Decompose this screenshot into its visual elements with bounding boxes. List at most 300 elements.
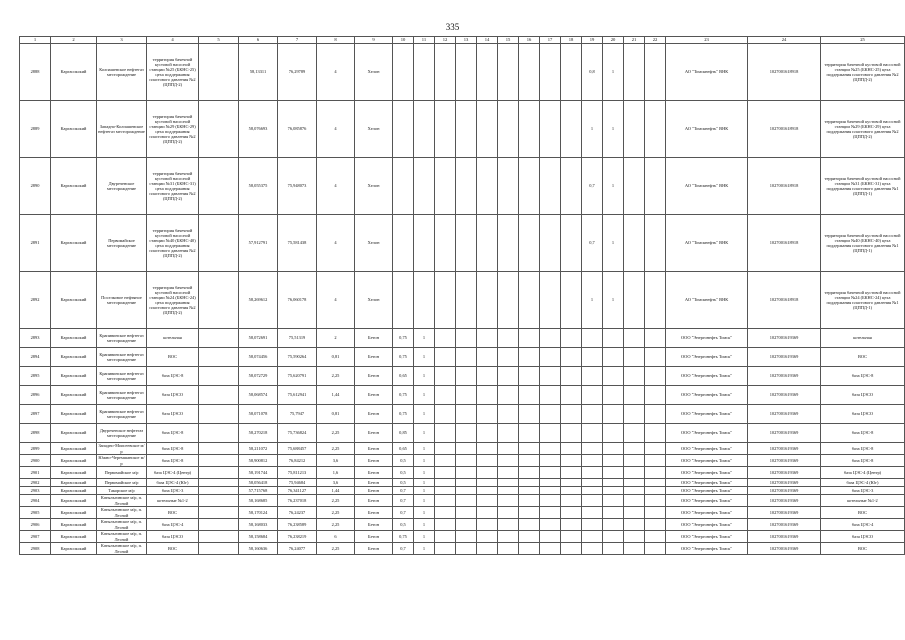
table-cell: 58,076693 — [239, 101, 278, 158]
table-cell — [540, 272, 561, 329]
table-cell: 0,75 — [393, 405, 414, 424]
table-cell — [477, 507, 498, 519]
table-cell — [498, 272, 519, 329]
table-cell: база ЦЭС-4 — [821, 519, 905, 531]
table-cell: 0,81 — [317, 348, 355, 367]
table-cell: ООО "Энергонефть Томск" — [666, 329, 748, 348]
table-row — [20, 44, 905, 101]
table-cell — [540, 487, 561, 495]
table-cell — [519, 519, 540, 531]
table-cell: 1 — [414, 386, 435, 405]
table-cell — [435, 44, 456, 101]
table-cell: Катыльгинское м/р, п. Лесной — [97, 507, 147, 519]
table-cell: 1027001619369 — [748, 495, 821, 507]
table-cell: ООО "Энергонефть Томск" — [666, 405, 748, 424]
table-cell — [199, 487, 239, 495]
table-cell: 1 — [414, 467, 435, 479]
table-cell — [519, 44, 540, 101]
table-cell: Каргасокский — [51, 531, 97, 543]
table-cell — [645, 543, 666, 555]
table-cell — [498, 455, 519, 467]
table-cell — [561, 507, 582, 519]
table-cell — [540, 455, 561, 467]
table-cell: ООО "Энергонефть Томск" — [666, 443, 748, 455]
table-cell: 1027001619369 — [748, 424, 821, 443]
table-cell — [582, 367, 603, 386]
table-cell: 58,168685 — [239, 495, 278, 507]
table-cell — [624, 367, 645, 386]
table-cell: 1027001619369 — [748, 329, 821, 348]
table-cell: Бетон — [355, 479, 393, 487]
table-cell: 4 — [317, 272, 355, 329]
table-cell — [624, 101, 645, 158]
table-row — [20, 405, 905, 424]
table-cell: территория бачечной кустовой насосной станции №25 (БКНС-25) цеха поддержания пластового давления №2 (ЦППД-2) — [821, 44, 905, 101]
table-cell: Крапивинское нефтегаз месторождение — [97, 329, 147, 348]
table-cell — [624, 329, 645, 348]
table-cell — [540, 329, 561, 348]
table-cell: база ЦЭСО — [821, 386, 905, 405]
table-cell — [435, 543, 456, 555]
table-cell: 2903 — [20, 487, 51, 495]
table-cell: 1 — [414, 455, 435, 467]
table-cell: территория бачечной кустовой насосной станции №40 (БКНС-40) цеха поддержания пластового давления №2 (ЦППД-2) — [147, 215, 199, 272]
table-cell — [519, 158, 540, 215]
table-cell — [645, 215, 666, 272]
table-cell — [199, 329, 239, 348]
table-cell: 75,612941 — [278, 386, 317, 405]
table-row — [20, 455, 905, 467]
table-row — [20, 507, 905, 519]
table-cell — [603, 348, 624, 367]
table-cell: 1027001619369 — [748, 455, 821, 467]
table-cell — [456, 487, 477, 495]
table-cell — [199, 367, 239, 386]
table-cell — [603, 329, 624, 348]
table-cell: 0,75 — [393, 386, 414, 405]
table-cell — [624, 455, 645, 467]
table-cell: 75,51319 — [278, 329, 317, 348]
table-cell: 1027001619369 — [748, 367, 821, 386]
table-cell: Двуреченское нефтегаз месторождение — [97, 424, 147, 443]
table-cell — [519, 455, 540, 467]
table-cell: 2908 — [20, 543, 51, 555]
column-number-cell: 25 — [821, 37, 905, 44]
table-cell: Бетон — [355, 507, 393, 519]
table-cell: база ЦЭС-4 — [147, 519, 199, 531]
table-cell — [645, 367, 666, 386]
table-cell — [477, 348, 498, 367]
table-cell: 1 — [603, 272, 624, 329]
table-cell — [519, 487, 540, 495]
table-cell: 58,13311 — [239, 44, 278, 101]
table-row — [20, 543, 905, 555]
table-cell: Бетон — [355, 467, 393, 479]
table-cell: 1 — [414, 479, 435, 487]
table-cell: база ЦЭС-8 — [147, 443, 199, 455]
table-cell: 1 — [414, 543, 435, 555]
table-cell — [435, 215, 456, 272]
table-row — [20, 443, 905, 455]
table-cell: ООО "Энергонефть Томск" — [666, 519, 748, 531]
table-cell: база ЦЭС-8 — [147, 455, 199, 467]
table-cell: 58,168033 — [239, 519, 278, 531]
table-cell — [582, 424, 603, 443]
table-cell — [603, 531, 624, 543]
table-cell — [456, 44, 477, 101]
table-cell — [519, 405, 540, 424]
table-cell: территория бачечной кустовой насосной станции №24 (БКНС-24) цеха поддержания пластового давления №2 (ЦППД-2) — [147, 272, 199, 329]
table-cell — [498, 487, 519, 495]
table-cell — [645, 531, 666, 543]
table-cell — [603, 443, 624, 455]
table-cell — [624, 443, 645, 455]
table-cell: 1 — [414, 507, 435, 519]
table-cell — [456, 329, 477, 348]
table-cell — [540, 348, 561, 367]
table-cell — [645, 405, 666, 424]
table-cell: база ЦЭСО — [147, 531, 199, 543]
table-cell: Каргасокский — [51, 507, 97, 519]
table-cell: 1 — [414, 443, 435, 455]
table-cell — [498, 531, 519, 543]
table-cell: 3,6 — [317, 455, 355, 467]
table-cell — [477, 386, 498, 405]
table-cell — [435, 479, 456, 487]
table-cell — [498, 507, 519, 519]
table-cell: 1027001619369 — [748, 543, 821, 555]
table-cell — [456, 455, 477, 467]
table-cell — [645, 348, 666, 367]
table-cell: ВОС — [147, 543, 199, 555]
table-cell: 2905 — [20, 507, 51, 519]
table-cell — [561, 424, 582, 443]
table-cell: ООО "Энергонефть Томск" — [666, 507, 748, 519]
table-cell: 2893 — [20, 329, 51, 348]
table-cell — [624, 531, 645, 543]
table-cell: Каргасокский — [51, 487, 97, 495]
table-cell — [456, 467, 477, 479]
table-cell — [540, 519, 561, 531]
table-cell: Каргасокский — [51, 101, 97, 158]
table-cell — [624, 424, 645, 443]
table-cell: Крапивинское нефтегаз месторождение — [97, 348, 147, 367]
table-cell: 1 — [582, 272, 603, 329]
table-cell: 75,811213 — [278, 467, 317, 479]
table-cell: 0,8 — [582, 44, 603, 101]
table-cell — [477, 543, 498, 555]
table-cell — [561, 44, 582, 101]
table-cell: 1027001619369 — [748, 531, 821, 543]
table-cell: Каргасокский — [51, 44, 97, 101]
table-cell — [199, 455, 239, 467]
register-table — [19, 36, 905, 555]
table-cell: территория бачечной кустовой насосной станции №31 (БКНС-31) цеха поддержания пластового давления №1 (ЦППД-1) — [821, 158, 905, 215]
table-cell: 58,191744 — [239, 467, 278, 479]
table-cell: Каргасокский — [51, 479, 97, 487]
table-cell — [435, 519, 456, 531]
table-cell: Каргасокский — [51, 367, 97, 386]
table-cell — [603, 424, 624, 443]
table-cell: 1027001618918 — [748, 158, 821, 215]
table-cell — [498, 443, 519, 455]
table-cell — [540, 495, 561, 507]
table-cell — [645, 487, 666, 495]
table-cell: Хелон — [355, 101, 393, 158]
column-number-cell: 20 — [603, 37, 624, 44]
table-cell — [477, 424, 498, 443]
table-cell: 1027001619369 — [748, 507, 821, 519]
table-cell — [645, 519, 666, 531]
table-cell: ООО "Энергонефть Томск" — [666, 543, 748, 555]
table-cell: Каргасокский — [51, 495, 97, 507]
table-cell — [199, 443, 239, 455]
table-cell — [199, 158, 239, 215]
table-cell: 1027001619369 — [748, 348, 821, 367]
table-cell — [540, 405, 561, 424]
table-cell — [561, 329, 582, 348]
table-cell — [519, 543, 540, 555]
table-cell — [456, 479, 477, 487]
table-cell — [582, 467, 603, 479]
table-cell: 76,238589 — [278, 519, 317, 531]
table-cell: Хелон — [355, 44, 393, 101]
table-cell: котельная — [821, 329, 905, 348]
table-cell: 1027001619369 — [748, 467, 821, 479]
table-cell: Поселковое нефтяное месторождение — [97, 272, 147, 329]
table-row — [20, 495, 905, 507]
table-cell — [582, 329, 603, 348]
table-cell — [582, 519, 603, 531]
table-cell: 2894 — [20, 348, 51, 367]
table-cell — [582, 455, 603, 467]
table-cell: Катыльгинское м/р, п. Лесной — [97, 495, 147, 507]
table-cell — [624, 543, 645, 555]
table-cell: 0,7 — [582, 215, 603, 272]
column-number-cell: 11 — [414, 37, 435, 44]
table-cell — [519, 507, 540, 519]
column-number-cell: 6 — [239, 37, 278, 44]
table-cell — [199, 507, 239, 519]
table-cell — [561, 455, 582, 467]
table-cell: 1027001618918 — [748, 272, 821, 329]
table-cell: Бетон — [355, 329, 393, 348]
table-cell: 4 — [317, 101, 355, 158]
table-cell — [199, 215, 239, 272]
column-number-cell: 17 — [540, 37, 561, 44]
table-cell: Катыльгинское м/р, п. Лесной — [97, 531, 147, 543]
table-cell — [456, 405, 477, 424]
table-cell — [582, 386, 603, 405]
table-cell: Первомайское м/р — [97, 467, 147, 479]
column-number-cell: 8 — [317, 37, 355, 44]
table-cell — [519, 467, 540, 479]
table-cell — [498, 158, 519, 215]
table-cell — [645, 272, 666, 329]
table-cell: 58,900812 — [239, 455, 278, 467]
table-cell: Крапивинское нефтегаз месторождение — [97, 386, 147, 405]
table-cell: ООО "Энергонефть Томск" — [666, 487, 748, 495]
table-cell: АО "Томскнефть" ВНК — [666, 215, 748, 272]
table-cell: Каргасокский — [51, 543, 97, 555]
column-number-cell: 24 — [748, 37, 821, 44]
table-cell: 4 — [317, 158, 355, 215]
table-cell: 0,7 — [393, 543, 414, 555]
table-cell: 2896 — [20, 386, 51, 405]
table-cell: 76,84212 — [278, 455, 317, 467]
table-cell — [582, 495, 603, 507]
table-cell: 2906 — [20, 519, 51, 531]
table-cell — [199, 543, 239, 555]
table-cell — [540, 386, 561, 405]
table-cell — [561, 531, 582, 543]
table-cell — [582, 543, 603, 555]
table-cell: 57,912791 — [239, 215, 278, 272]
table-cell: 0,75 — [393, 531, 414, 543]
table-cell — [498, 367, 519, 386]
table-cell — [645, 158, 666, 215]
table-cell: 1,44 — [317, 487, 355, 495]
table-cell — [435, 405, 456, 424]
table-cell — [624, 272, 645, 329]
table-cell: Бетон — [355, 443, 393, 455]
table-cell: 1,6 — [317, 467, 355, 479]
table-cell: территория бачечной кустовой насосной станции №25 (БКНС-25) цеха поддержания пластового давления №2 (ЦППД-2) — [147, 44, 199, 101]
table-cell: АО "Томскнефть" ВНК — [666, 101, 748, 158]
table-cell: 58,056418 — [239, 479, 278, 487]
table-cell — [645, 329, 666, 348]
table-cell — [498, 215, 519, 272]
table-row — [20, 272, 905, 329]
table-cell: база ЦЭС-8 — [821, 443, 905, 455]
table-cell: 2892 — [20, 272, 51, 329]
table-cell — [624, 348, 645, 367]
table-cell: база ЦЭС-8 — [147, 367, 199, 386]
table-cell: Каргасокский — [51, 348, 97, 367]
table-cell: 1,44 — [317, 386, 355, 405]
table-cell — [435, 101, 456, 158]
table-cell: 1027001619369 — [748, 519, 821, 531]
table-cell: 0,81 — [317, 405, 355, 424]
table-cell — [498, 405, 519, 424]
table-cell: 58,072691 — [239, 329, 278, 348]
table-cell: Хелон — [355, 158, 393, 215]
table-row — [20, 424, 905, 443]
table-cell: 58,074456 — [239, 348, 278, 367]
table-cell — [645, 101, 666, 158]
table-cell — [624, 487, 645, 495]
table-cell — [582, 443, 603, 455]
table-cell: ООО "Энергонефть Томск" — [666, 348, 748, 367]
table-cell — [645, 507, 666, 519]
table-cell — [582, 479, 603, 487]
table-cell: Бетон — [355, 367, 393, 386]
table-cell — [603, 367, 624, 386]
table-cell: 1027001619369 — [748, 386, 821, 405]
table-cell — [540, 101, 561, 158]
table-cell: Крапивинское нефтегаз месторождение — [97, 367, 147, 386]
table-cell: 75,590264 — [278, 348, 317, 367]
table-cell — [582, 348, 603, 367]
table-cell: 75,7947 — [278, 405, 317, 424]
table-cell: Бетон — [355, 455, 393, 467]
table-cell: Первомайское месторождение — [97, 215, 147, 272]
table-row — [20, 101, 905, 158]
table-cell: Бетон — [355, 386, 393, 405]
table-cell — [456, 543, 477, 555]
column-number-cell: 3 — [97, 37, 147, 44]
table-cell: 1027001618918 — [748, 44, 821, 101]
table-cell — [603, 543, 624, 555]
column-number-cell: 9 — [355, 37, 393, 44]
table-cell — [456, 531, 477, 543]
table-cell — [624, 405, 645, 424]
table-cell — [582, 487, 603, 495]
table-cell — [540, 531, 561, 543]
table-cell: 2,25 — [317, 507, 355, 519]
table-cell — [519, 531, 540, 543]
table-cell: 1 — [603, 44, 624, 101]
table-cell — [603, 479, 624, 487]
table-cell — [519, 424, 540, 443]
table-cell — [435, 507, 456, 519]
table-cell — [645, 479, 666, 487]
table-cell — [456, 348, 477, 367]
table-cell: 1 — [414, 424, 435, 443]
table-cell — [498, 543, 519, 555]
table-cell — [519, 367, 540, 386]
table-cell: база ЦЭС-4 (Центр) — [147, 467, 199, 479]
table-cell — [498, 348, 519, 367]
table-cell — [477, 495, 498, 507]
table-cell — [624, 386, 645, 405]
table-cell: база ЦЭС-8 — [147, 424, 199, 443]
table-cell — [582, 531, 603, 543]
table-cell — [519, 101, 540, 158]
table-cell — [540, 543, 561, 555]
table-cell: 2891 — [20, 215, 51, 272]
table-cell — [456, 386, 477, 405]
table-cell: 1 — [582, 101, 603, 158]
table-cell: 2904 — [20, 495, 51, 507]
table-cell: Западно-Моисеевское м/р — [98, 443, 145, 454]
table-cell — [603, 405, 624, 424]
table-cell — [561, 487, 582, 495]
table-cell: ООО "Энергонефть Томск" — [666, 495, 748, 507]
table-cell: 58,068574 — [239, 386, 278, 405]
table-cell — [624, 519, 645, 531]
column-number-cell: 23 — [666, 37, 748, 44]
table-cell — [199, 467, 239, 479]
table-cell: база ЦЭС-3 — [147, 487, 199, 495]
table-cell — [561, 467, 582, 479]
table-cell: 2895 — [20, 367, 51, 386]
table-cell — [435, 348, 456, 367]
table-cell — [603, 507, 624, 519]
column-number-cell: 19 — [582, 37, 603, 44]
table-row — [20, 348, 905, 367]
table-cell: Южно-Черемшанское м/р — [98, 455, 145, 466]
table-cell: 1027001618918 — [748, 101, 821, 158]
table-row — [20, 386, 905, 405]
table-cell — [561, 519, 582, 531]
table-cell: ООО "Энергонефть Томск" — [666, 531, 748, 543]
table-cell — [498, 386, 519, 405]
table-cell — [414, 44, 435, 101]
table-cell — [498, 519, 519, 531]
table-cell — [603, 386, 624, 405]
table-cell — [393, 44, 414, 101]
